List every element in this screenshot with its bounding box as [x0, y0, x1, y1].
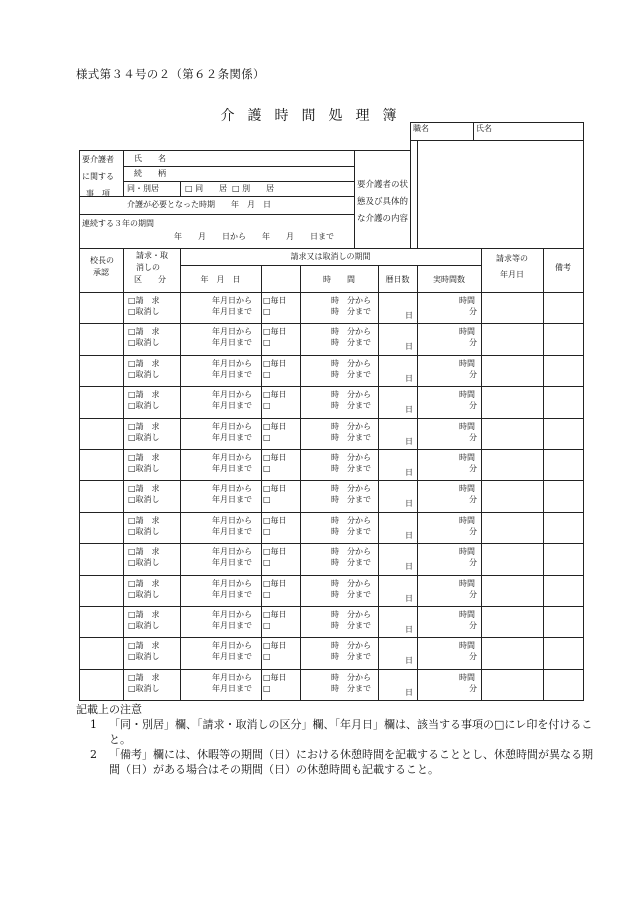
- row-4-to-date: 年月日まで: [212, 401, 252, 410]
- row-6-from-date: 年月日から: [212, 453, 252, 462]
- document-title: 介護時間処理簿: [220, 108, 410, 124]
- row-10-blank-checkbox: □: [263, 590, 271, 599]
- row-5-to-time: 時 分まで: [331, 433, 371, 442]
- note-2-text: 「備考」欄には、休暇等の期間（日）における休憩時間を記載することとし、休憩時間が異なる期間（日）がある場合はその期間（日）の休憩時間も記載すること。: [109, 748, 593, 776]
- row-2-request-checkbox: □請 求: [128, 327, 160, 336]
- cohabit-row-border: [79, 196, 355, 197]
- header-bottom-border: [410, 140, 584, 141]
- row-11-hour-unit: 時間: [459, 610, 475, 619]
- row-1-daily-checkbox: □毎日: [263, 296, 287, 305]
- row-7-blank-checkbox: □: [263, 495, 271, 504]
- row-7-minute-unit: 分: [469, 495, 477, 504]
- row-11-daily-checkbox: □毎日: [263, 610, 287, 619]
- row-4-cancel-checkbox: □取消し: [128, 401, 160, 410]
- position-label: 職名: [413, 124, 429, 133]
- row-1-day-unit: 日: [405, 311, 413, 320]
- row-13-hour-unit: 時間: [459, 673, 475, 682]
- row-3-to-time: 時 分まで: [331, 370, 371, 379]
- row-9-day-unit: 日: [405, 562, 413, 571]
- row-12-from-date: 年月日から: [212, 641, 252, 650]
- three-year-period: 年 月 日から 年 月 日まで: [174, 232, 334, 241]
- division-header-line-2: 消しの: [136, 263, 160, 272]
- table-column-border: [123, 248, 124, 701]
- row-9-to-time: 時 分まで: [331, 558, 371, 567]
- name-field-label: 氏 名: [134, 154, 166, 163]
- row-1-request-checkbox: □請 求: [128, 296, 160, 305]
- row-12-request-checkbox: □請 求: [128, 641, 160, 650]
- row-4-hour-unit: 時間: [459, 390, 475, 399]
- row-3-from-time: 時 分から: [331, 359, 371, 368]
- row-6-daily-checkbox: □毎日: [263, 453, 287, 462]
- row-2-minute-unit: 分: [469, 338, 477, 347]
- row-7-hour-unit: 時間: [459, 484, 475, 493]
- row-7-to-date: 年月日まで: [212, 495, 252, 504]
- row-7-to-time: 時 分まで: [331, 495, 371, 504]
- row-9-from-date: 年月日から: [212, 547, 252, 556]
- row-1-from-date: 年月日から: [212, 296, 252, 305]
- note-1-text: 「同・別居」欄、「請求・取消しの区分」欄、「年月日」欄は、該当する事項の□にレ印を付けること。: [109, 718, 593, 746]
- table-row-border: [79, 543, 584, 544]
- row-6-cancel-checkbox: □取消し: [128, 464, 160, 473]
- row-12-day-unit: 日: [405, 656, 413, 665]
- row-8-day-unit: 日: [405, 531, 413, 540]
- row-4-blank-checkbox: □: [263, 401, 271, 410]
- row-6-day-unit: 日: [405, 468, 413, 477]
- calendar-days-header: 暦日数: [385, 275, 410, 284]
- row-13-request-checkbox: □請 求: [128, 673, 160, 682]
- row-11-to-time: 時 分まで: [331, 621, 371, 630]
- row-13-from-date: 年月日から: [212, 673, 252, 682]
- request-date-header-line-1: 請求等の: [496, 254, 528, 263]
- cohabit-label-divider: [180, 181, 181, 197]
- row-10-request-checkbox: □請 求: [128, 579, 160, 588]
- note-1: [76, 717, 596, 747]
- row-10-to-time: 時 分まで: [331, 590, 371, 599]
- relation-field-label: 続 柄: [134, 169, 166, 178]
- condition-label-line-2: 態及び具体的: [357, 197, 409, 207]
- ymd-header: 年 月 日: [200, 275, 241, 284]
- row-1-blank-checkbox: □: [263, 307, 271, 316]
- form-right-border: [583, 122, 584, 249]
- table-column-border: [543, 248, 544, 701]
- row-4-from-time: 時 分から: [331, 390, 371, 399]
- row-2-day-unit: 日: [405, 342, 413, 351]
- row-6-to-time: 時 分まで: [331, 464, 371, 473]
- row-11-request-checkbox: □請 求: [128, 610, 160, 619]
- group-label-line-2: に関する: [82, 172, 114, 181]
- row-10-from-date: 年月日から: [212, 579, 252, 588]
- header-divider: [473, 122, 474, 141]
- row-2-to-time: 時 分まで: [331, 338, 371, 347]
- period-group-border: [180, 265, 482, 266]
- row-4-from-date: 年月日から: [212, 390, 252, 399]
- row-2-daily-checkbox: □毎日: [263, 327, 287, 336]
- row-7-daily-checkbox: □毎日: [263, 484, 287, 493]
- note-1-number: 1: [90, 718, 97, 731]
- row-12-from-time: 時 分から: [331, 641, 371, 650]
- division-header-line-1: 請求・取: [136, 251, 168, 260]
- row-1-from-time: 時 分から: [331, 296, 371, 305]
- row-10-cancel-checkbox: □取消し: [128, 590, 160, 599]
- row-13-cancel-checkbox: □取消し: [128, 684, 160, 693]
- row-12-to-time: 時 分まで: [331, 652, 371, 661]
- group-label-line-3: 事 項: [86, 189, 110, 198]
- row-13-to-date: 年月日まで: [212, 684, 252, 693]
- row-8-hour-unit: 時間: [459, 516, 475, 525]
- table-bottom-border: [79, 700, 584, 701]
- condition-label-line-3: な介護の内容: [357, 214, 409, 224]
- row-12-minute-unit: 分: [469, 652, 477, 661]
- row-5-daily-checkbox: □毎日: [263, 422, 287, 431]
- row-2-to-date: 年月日まで: [212, 338, 252, 347]
- row-3-minute-unit: 分: [469, 370, 477, 379]
- row-6-from-time: 時 分から: [331, 453, 371, 462]
- row-8-minute-unit: 分: [469, 527, 477, 536]
- row-8-from-time: 時 分から: [331, 516, 371, 525]
- row-11-cancel-checkbox: □取消し: [128, 621, 160, 630]
- row-13-day-unit: 日: [405, 688, 413, 697]
- row-12-cancel-checkbox: □取消し: [128, 652, 160, 661]
- row-3-hour-unit: 時間: [459, 359, 475, 368]
- three-year-label: 連続する３年の期間: [82, 219, 154, 228]
- row-3-from-date: 年月日から: [212, 359, 252, 368]
- remarks-header: 備考: [555, 263, 571, 272]
- form-number: 様式第３４号の２（第６２条関係）: [76, 67, 265, 81]
- table-row-border: [79, 355, 584, 356]
- header-top-border: [410, 122, 584, 123]
- row-5-to-date: 年月日まで: [212, 433, 252, 442]
- row-11-day-unit: 日: [405, 625, 413, 634]
- table-row-border: [79, 606, 584, 607]
- row-13-from-time: 時 分から: [331, 673, 371, 682]
- row-2-blank-checkbox: □: [263, 338, 271, 347]
- row-8-from-date: 年月日から: [212, 516, 252, 525]
- row-13-to-time: 時 分まで: [331, 684, 371, 693]
- principal-approval-line-2: 承認: [93, 268, 109, 277]
- row-3-daily-checkbox: □毎日: [263, 359, 287, 368]
- care-start-date: 介護が必要となった時期 年 月 日: [127, 200, 271, 209]
- note-2-number: 2: [90, 748, 97, 761]
- row-5-from-time: 時 分から: [331, 422, 371, 431]
- header-left-border: [410, 122, 411, 249]
- relation-row-border: [123, 181, 355, 182]
- row-6-minute-unit: 分: [469, 464, 477, 473]
- row-7-from-date: 年月日から: [212, 484, 252, 493]
- table-column-border: [79, 248, 80, 701]
- condition-label-divider: [417, 140, 418, 249]
- row-1-minute-unit: 分: [469, 307, 477, 316]
- row-1-to-time: 時 分まで: [331, 307, 371, 316]
- table-row-border: [79, 418, 584, 419]
- table-row-border: [79, 386, 584, 387]
- row-6-request-checkbox: □請 求: [128, 453, 160, 462]
- table-row-border: [79, 575, 584, 576]
- table-column-border: [378, 265, 379, 701]
- row-6-to-date: 年月日まで: [212, 464, 252, 473]
- row-11-from-date: 年月日から: [212, 610, 252, 619]
- row-11-to-date: 年月日まで: [212, 621, 252, 630]
- row-9-request-checkbox: □請 求: [128, 547, 160, 556]
- notes-heading: 記載上の注意: [76, 703, 142, 716]
- row-8-cancel-checkbox: □取消し: [128, 527, 160, 536]
- table-row-border: [79, 480, 584, 481]
- actual-hours-header: 実時間数: [433, 275, 465, 284]
- row-9-to-date: 年月日まで: [212, 558, 252, 567]
- row-7-request-checkbox: □請 求: [128, 484, 160, 493]
- row-11-from-time: 時 分から: [331, 610, 371, 619]
- row-13-blank-checkbox: □: [263, 684, 271, 693]
- table-row-border: [79, 323, 584, 324]
- row-8-blank-checkbox: □: [263, 527, 271, 536]
- row-1-to-date: 年月日まで: [212, 307, 252, 316]
- row-5-hour-unit: 時間: [459, 422, 475, 431]
- row-9-daily-checkbox: □毎日: [263, 547, 287, 556]
- table-column-border: [583, 248, 584, 701]
- table-column-border: [180, 248, 181, 701]
- row-8-to-date: 年月日まで: [212, 527, 252, 536]
- group-label-line-1: 要介護者: [82, 155, 114, 164]
- note-2: [76, 747, 596, 777]
- row-1-cancel-checkbox: □取消し: [128, 307, 160, 316]
- row-5-blank-checkbox: □: [263, 433, 271, 442]
- row-12-to-date: 年月日まで: [212, 652, 252, 661]
- row-10-minute-unit: 分: [469, 590, 477, 599]
- row-13-minute-unit: 分: [469, 684, 477, 693]
- row-8-to-time: 時 分まで: [331, 527, 371, 536]
- row-12-hour-unit: 時間: [459, 641, 475, 650]
- name-label: 氏名: [476, 124, 492, 133]
- name-row-border: [123, 166, 355, 167]
- row-7-from-time: 時 分から: [331, 484, 371, 493]
- row-1-hour-unit: 時間: [459, 296, 475, 305]
- table-header-top-border: [79, 248, 584, 249]
- row-10-day-unit: 日: [405, 594, 413, 603]
- row-5-request-checkbox: □請 求: [128, 422, 160, 431]
- period-group-header: 請求又は取消しの期間: [290, 252, 371, 261]
- care-start-row-border: [79, 214, 355, 215]
- table-row-border: [79, 292, 584, 293]
- row-7-day-unit: 日: [405, 499, 413, 508]
- row-9-from-time: 時 分から: [331, 547, 371, 556]
- row-10-from-time: 時 分から: [331, 579, 371, 588]
- row-5-day-unit: 日: [405, 437, 413, 446]
- row-11-minute-unit: 分: [469, 621, 477, 630]
- row-3-blank-checkbox: □: [263, 370, 271, 379]
- row-10-daily-checkbox: □毎日: [263, 579, 287, 588]
- row-4-to-time: 時 分まで: [331, 401, 371, 410]
- row-12-blank-checkbox: □: [263, 652, 271, 661]
- row-3-request-checkbox: □請 求: [128, 359, 160, 368]
- row-3-day-unit: 日: [405, 374, 413, 383]
- division-header-line-3: 区 分: [134, 275, 166, 284]
- row-9-minute-unit: 分: [469, 558, 477, 567]
- table-row-border: [79, 637, 584, 638]
- row-11-blank-checkbox: □: [263, 621, 271, 630]
- principal-approval-line-1: 校長の: [90, 256, 114, 265]
- row-3-to-date: 年月日まで: [212, 370, 252, 379]
- cohabit-field-label: 同・別居: [127, 184, 159, 193]
- condition-divider: [354, 150, 355, 249]
- row-10-hour-unit: 時間: [459, 579, 475, 588]
- row-5-from-date: 年月日から: [212, 422, 252, 431]
- row-13-daily-checkbox: □毎日: [263, 673, 287, 682]
- row-9-cancel-checkbox: □取消し: [128, 558, 160, 567]
- row-5-cancel-checkbox: □取消し: [128, 433, 160, 442]
- row-4-minute-unit: 分: [469, 401, 477, 410]
- notes-section: [76, 702, 596, 777]
- row-8-request-checkbox: □請 求: [128, 516, 160, 525]
- cohabit-option-together: □ 同 居: [185, 184, 228, 193]
- row-2-cancel-checkbox: □取消し: [128, 338, 160, 347]
- group-label-divider: [123, 150, 124, 197]
- condition-label-line-1: 要介護者の状: [357, 180, 409, 190]
- row-8-daily-checkbox: □毎日: [263, 516, 287, 525]
- row-6-hour-unit: 時間: [459, 453, 475, 462]
- row-2-from-date: 年月日から: [212, 327, 252, 336]
- table-column-border: [300, 265, 301, 701]
- table-column-border: [261, 265, 262, 701]
- row-4-daily-checkbox: □毎日: [263, 390, 287, 399]
- row-2-hour-unit: 時間: [459, 327, 475, 336]
- table-column-border: [481, 248, 482, 701]
- section-top-border: [79, 150, 411, 151]
- row-2-from-time: 時 分から: [331, 327, 371, 336]
- request-date-header-line-2: 年月日: [500, 270, 524, 279]
- table-row-border: [79, 669, 584, 670]
- row-9-blank-checkbox: □: [263, 558, 271, 567]
- row-12-daily-checkbox: □毎日: [263, 641, 287, 650]
- row-4-request-checkbox: □請 求: [128, 390, 160, 399]
- table-column-border: [417, 265, 418, 701]
- row-10-to-date: 年月日まで: [212, 590, 252, 599]
- row-3-cancel-checkbox: □取消し: [128, 370, 160, 379]
- row-9-hour-unit: 時間: [459, 547, 475, 556]
- row-7-cancel-checkbox: □取消し: [128, 495, 160, 504]
- time-header: 時 間: [323, 275, 355, 284]
- cohabit-option-separate: □ 別 居: [232, 184, 275, 193]
- table-row-border: [79, 512, 584, 513]
- row-4-day-unit: 日: [405, 405, 413, 414]
- row-6-blank-checkbox: □: [263, 464, 271, 473]
- row-5-minute-unit: 分: [469, 433, 477, 442]
- table-row-border: [79, 449, 584, 450]
